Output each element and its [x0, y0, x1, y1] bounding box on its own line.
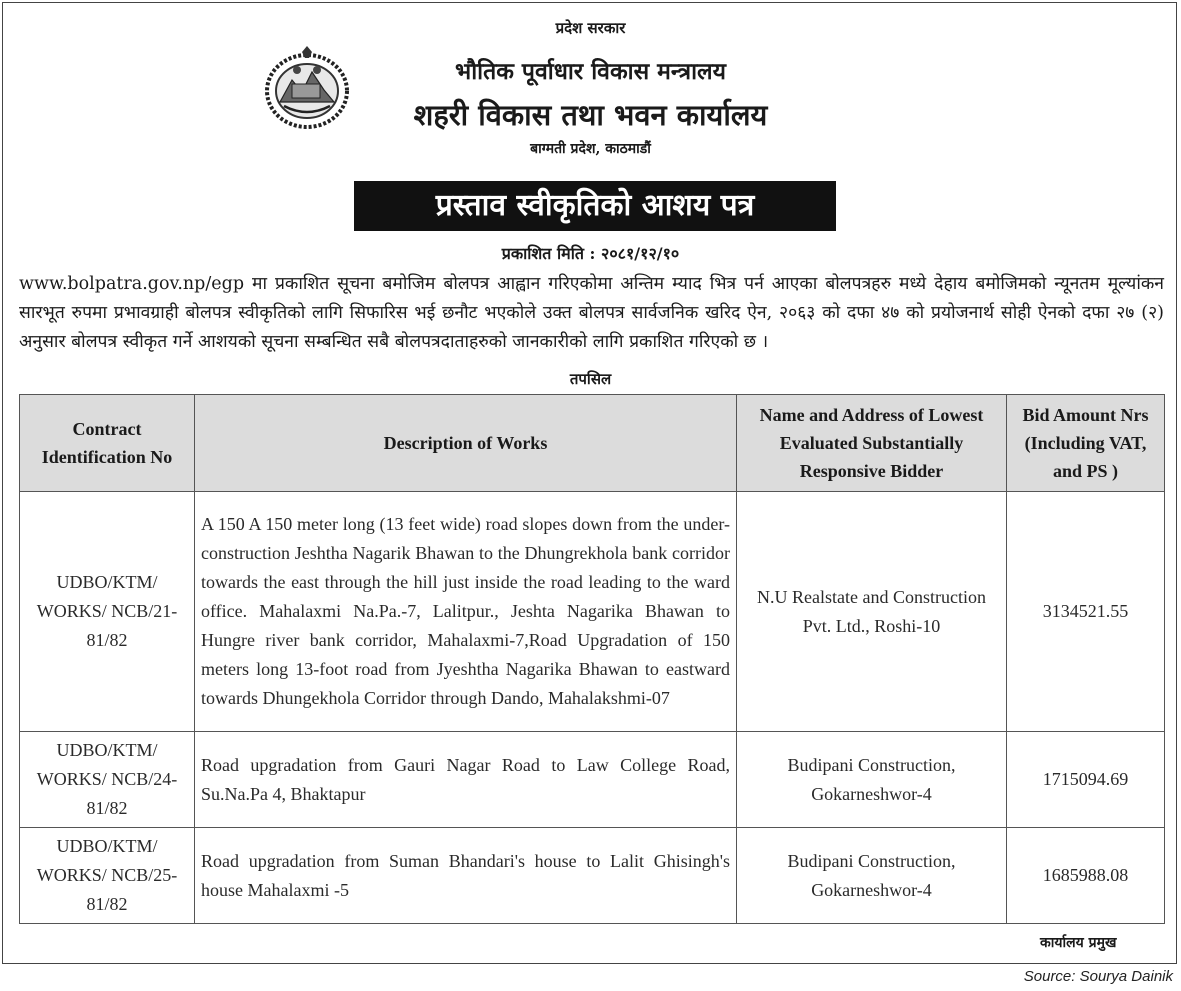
- government-label: प्रदेश सरकार: [555, 19, 626, 37]
- contracts-table: [19, 394, 1165, 924]
- header-contract-id: Contract Identification No: [20, 395, 195, 492]
- amount-cell: 1685988.08: [1007, 828, 1165, 924]
- ministry-name: भौतिक पूर्वाधार विकास मन्त्रालय: [455, 58, 726, 85]
- bidder-cell: Budipani Construction, Gokarneshwor-4: [737, 828, 1007, 924]
- header-description: Description of Works: [195, 395, 737, 492]
- bidder-cell: Budipani Construction, Gokarneshwor-4: [737, 732, 1007, 828]
- source-credit: Source: Sourya Dainik: [1023, 968, 1173, 985]
- table-row: [20, 732, 1165, 828]
- published-date: प्रकाशित मिति : २०८१/१२/१०: [501, 244, 680, 263]
- header-amount: Bid Amount Nrs (Including VAT, and PS ): [1007, 395, 1165, 492]
- description-cell: Road upgradation from Suman Bhandari's house to Lalit Ghisingh's house Mahalaxmi -5: [195, 828, 737, 924]
- bidder-cell: N.U Realstate and Construction Pvt. Ltd., Roshi-10: [737, 492, 1007, 732]
- office-name: शहरी विकास तथा भवन कार्यालय: [413, 98, 768, 132]
- description-cell: A 150 A 150 meter long (13 feet wide) road slopes down from the under-construction Jeshtha Nagarik Bhawan to the Dhungrekhola bank corridor towards the east through the hill just inside the road leading to the ward office. Mahalaxmi Na.Pa.-7, Lalitpur., Jeshta Nagarika Bhawan to Hungre river bank corridor, Mahalaxmi-7,Road Upgradation of 150 meters long 13-foot road from Jyeshtha Nagarika Bhawan to eastward towards Dhungekhola Corridor through Dando, Mahalakshmi-07: [195, 492, 737, 732]
- table-header-row: [20, 395, 1165, 492]
- contract-id-cell: UDBO/KTM/ WORKS/ NCB/21-81/82: [20, 492, 195, 732]
- amount-cell: 3134521.55: [1007, 492, 1165, 732]
- amount-cell: 1715094.69: [1007, 732, 1165, 828]
- notice-body: www.bolpatra.gov.np/egp मा प्रकाशित सूचना बमोजिम बोलपत्र आह्वान गरिएकोमा अन्तिम म्याद भित्र पर्न आएका बोलपत्रहरु मध्ये देहाय बमोजिमको न्यूनतम मूल्यांकन सारभूत रुपमा प्रभावग्राही बोलपत्र स्वीकृतिको लागि सिफारिस भई छनौट भएकोले उक्त बोलपत्र सार्वजनिक खरिद ऐन, २०६३ को दफा ४७ को प्रयोजनार्थ सोही ऐनको दफा २७ (२) अनुसार बोलपत्र स्वीकृत गर्ने आशयको सूचना सम्बन्धित सबै बोलपत्रदाताहरुको जानकारीको लागि प्रकाशित गरिएको छ ।: [19, 274, 1164, 352]
- office-location: बाग्मती प्रदेश, काठमाडौं: [530, 141, 651, 157]
- table-row: [20, 828, 1165, 924]
- notice-title: प्रस्ताव स्वीकृतिको आशय पत्र: [354, 181, 836, 231]
- contract-id-cell: UDBO/KTM/ WORKS/ NCB/25-81/82: [20, 828, 195, 924]
- details-label: तपसिल: [569, 370, 612, 388]
- contract-id-cell: UDBO/KTM/ WORKS/ NCB/24-81/82: [20, 732, 195, 828]
- table-row: [20, 492, 1165, 732]
- office-chief-signatory: कार्यालय प्रमुख: [1040, 935, 1117, 951]
- header-bidder: Name and Address of Lowest Evaluated Substantially Responsive Bidder: [737, 395, 1007, 492]
- description-cell: Road upgradation from Gauri Nagar Road to Law College Road, Su.Na.Pa 4, Bhaktapur: [195, 732, 737, 828]
